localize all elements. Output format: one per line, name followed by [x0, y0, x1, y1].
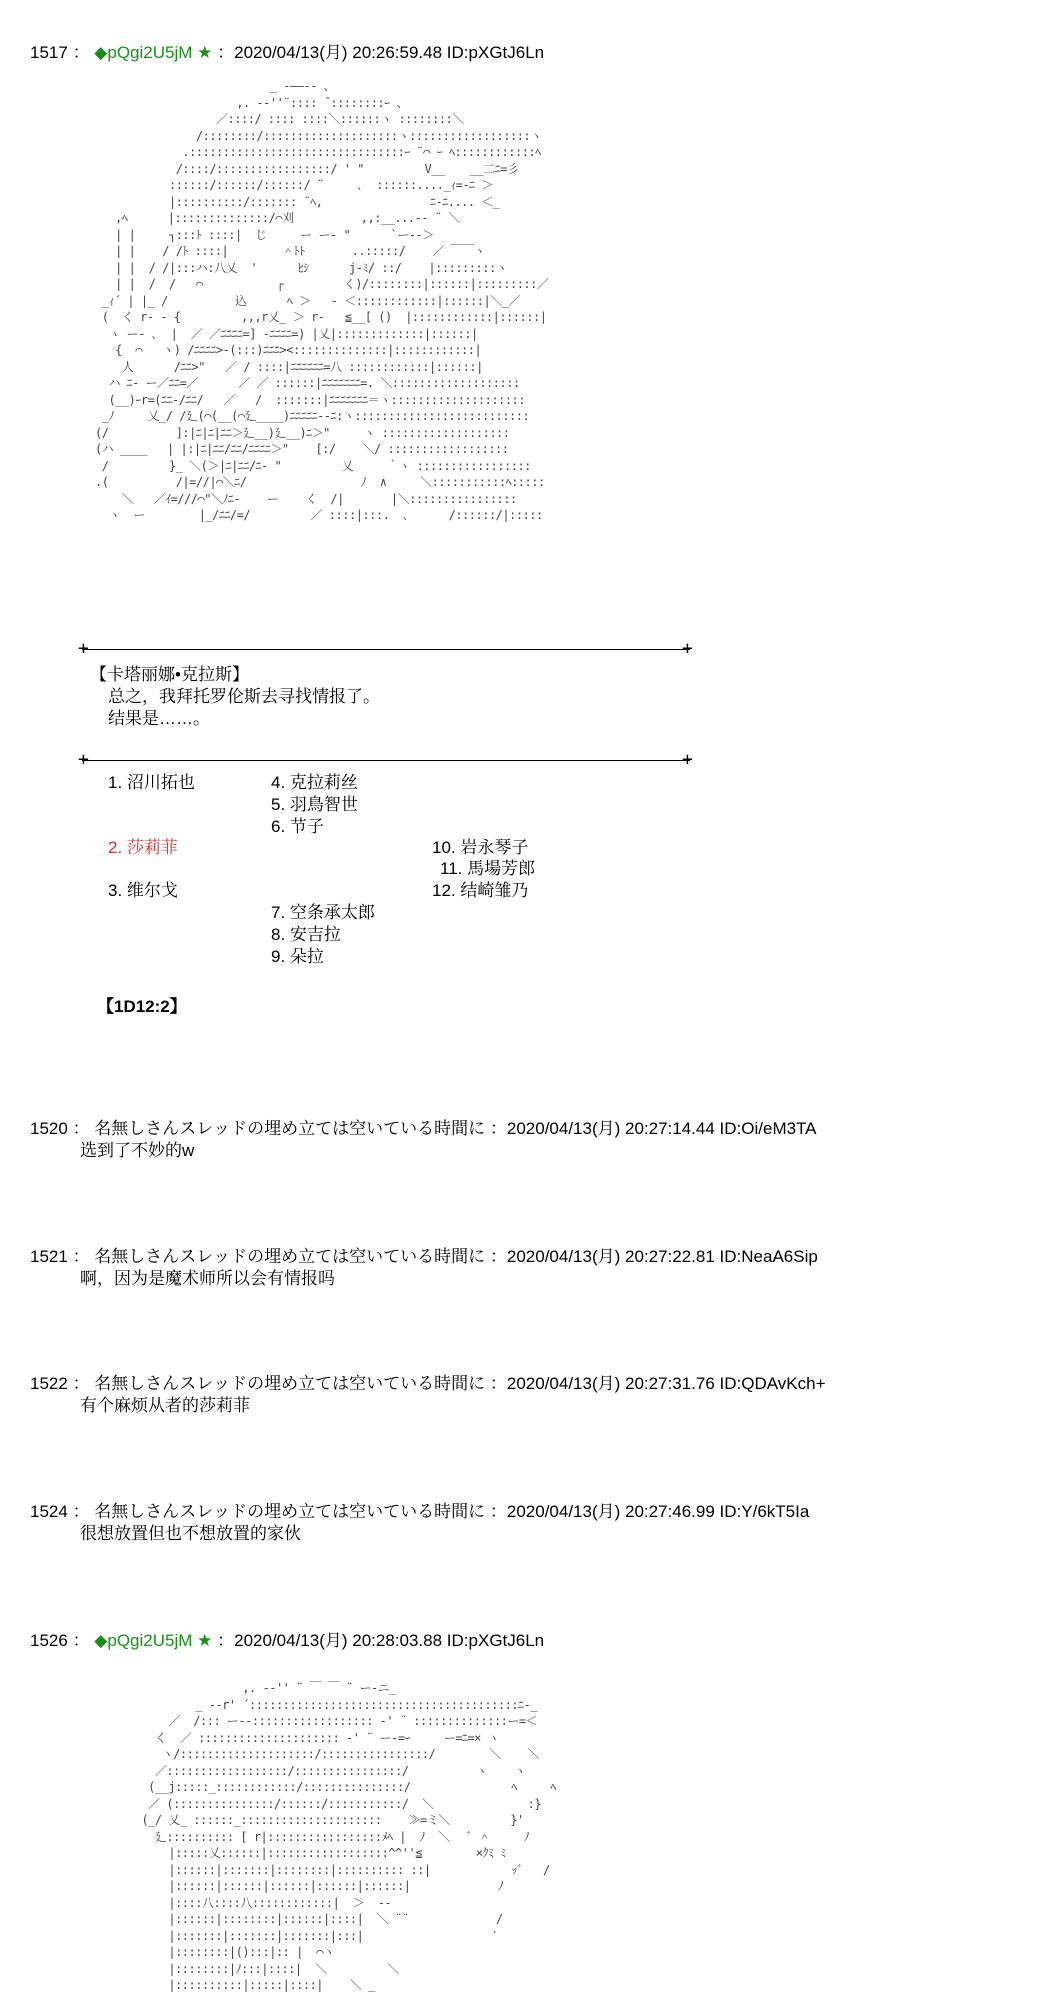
post-header: 1517 ： ◆pQgi2U5jM ★ ：2020/04/13(月) 20:26:59.48 ID:pXGtJ6Ln [30, 43, 545, 62]
speaker-name: 【卡塔丽娜•克拉斯】 [90, 665, 249, 684]
dice-result: 【1D12:2】 [97, 997, 187, 1016]
post-number[interactable]: 1521 [30, 1247, 68, 1266]
post-1521 [30, 1246, 1010, 1290]
post-number[interactable]: 1522 [30, 1374, 68, 1393]
post-body: 有个麻烦从者的莎莉菲 [80, 1396, 250, 1415]
post-header: 1522 ： 名無しさんスレッドの埋め立ては空いている時間に ：2020/04/13(月) 20:27:31.76 ID:QDAvKch+ [30, 1374, 826, 1393]
post-body: 啊，因为是魔术师所以会有情报吗 [80, 1269, 335, 1288]
poster-name: 名無しさんスレッドの埋め立ては空いている時間に [94, 1119, 486, 1138]
choice-item: 4. 克拉莉丝 [271, 773, 358, 792]
post-header: 1521 ： 名無しさんスレッドの埋め立ては空いている時間に ：2020/04/13(月) 20:27:22.81 ID:NeaA6Sip [30, 1247, 818, 1266]
post-datetime: ：2020/04/13(月) 20:27:31.76 [489, 1374, 715, 1393]
poster-name: 名無しさんスレッドの埋め立ては空いている時間に [94, 1374, 486, 1393]
post-1524 [30, 1501, 1010, 1545]
star-icon: ★ [197, 43, 213, 62]
choice-item: 5. 羽鳥智世 [271, 795, 358, 814]
post-number[interactable]: 1520 [30, 1119, 68, 1138]
post-header: 1520 ： 名無しさんスレッドの埋め立ては空いている時間に ：2020/04/13(月) 20:27:14.44 ID:Oi/eM3TA [30, 1119, 817, 1138]
post-header: 1524 ： 名無しさんスレッドの埋め立ては空いている時間に ：2020/04/13(月) 20:27:46.99 ID:Y/6kT5Ia [30, 1502, 810, 1521]
frame-bottom-rule [82, 760, 690, 761]
frame-corner: + [682, 749, 693, 770]
ascii-art-character-2: ,. -‐'' ¨ ￣ ￣ ¨ ー-ニ_ _ -‐r' ´::::::::::::::::::::::::::::::::::::::::ﾆ-_ ／ /::: ー--:::::::::::::::::: ‐' ¨ ::::::::::::::ー=＜ く ／ ::::::::::::::::::::: ‐' ¨ ー-=ｰ ー=ﾆ=× ヽ ヽ/::::::::::::::::::::/::::::::::::::::/ ＼ ＼ ／::::::::::::::::::/::::::::::::::::/ ヽ ヽ (__j:::::_::::::::::::/:::::::::::::::/ ﾍ ﾍ ／ (:::::::::::::::/::::::/:::::::::::/ ＼ :} (_/ 乂_ ::::::_::::::::::::::::::::: ≫=ミ＼ }' 廴:::::::::: [ r|:::::::::::::::::ﾒﾍ | ﾉ ＼ ﾞ ＾ ﾉ |:::::乂::::::|::::::::::::::::::^^''≦ ×ｸﾐ ﾐ |::::::|:::::::|::::::::|:::::::::: ::| ｯﾞ / |::::::|::::::|::::::|::::::|::::::| ﾉ |::::八::::八::::::::::::| ＞ ‐‐ |::::::|::::::::|::::::|::::| ＼ ¨¨ / |:::::::|:::::::|:::::::|:::| ′ |::::::::|():::|:: | ⌒ヽ |::::::::|ﾉ:::|::::| ＼ ＼ |::::::::::|:::::|::::| ＼ _ [141, 1681, 556, 1992]
choice-item-selected: 2. 莎莉菲 [108, 838, 178, 857]
post-number[interactable]: 1526 [30, 1631, 68, 1650]
choice-item: 6. 节子 [271, 817, 324, 836]
choice-item: 10. 岩永琴子 [432, 838, 529, 857]
poster-name: 名無しさんスレッドの埋め立ては空いている時間に [94, 1247, 486, 1266]
choice-item: 1. 沼川拓也 [108, 773, 195, 792]
choice-item: 3. 维尔戈 [108, 881, 178, 900]
post-datetime: ：2020/04/13(月) 20:27:46.99 [489, 1502, 715, 1521]
post-datetime: ：2020/04/13(月) 20:27:22.81 [489, 1247, 715, 1266]
post-id[interactable]: ID:pXGtJ6Ln [446, 43, 545, 62]
post-body: 选到了不妙的w [80, 1141, 195, 1160]
post-number[interactable]: 1524 [30, 1502, 68, 1521]
post-datetime: ：2020/04/13(月) 20:27:14.44 [489, 1119, 715, 1138]
post-id[interactable]: ID:pXGtJ6Ln [446, 1631, 545, 1650]
post-id[interactable]: ID:Y/6kT5Ia [719, 1502, 810, 1521]
post-id[interactable]: ID:QDAvKch+ [719, 1374, 826, 1393]
poster-name: 名無しさんスレッドの埋め立ては空いている時間に [94, 1502, 486, 1521]
post-1526 [30, 1630, 1010, 1652]
speech-block [90, 664, 380, 730]
frame-corner: + [78, 749, 89, 770]
post-datetime: ：2020/04/13(月) 20:28:03.88 [217, 1631, 443, 1650]
choice-item: 11. 馬場芳郎 [440, 859, 536, 878]
trip-code: ◆pQgi2U5jM [94, 1631, 193, 1650]
choice-item: 8. 安吉拉 [271, 925, 341, 944]
choice-item: 7. 空条承太郎 [271, 903, 375, 922]
post-header: 1526 ： ◆pQgi2U5jM ★ ：2020/04/13(月) 20:28:03.88 ID:pXGtJ6Ln [30, 1631, 545, 1650]
post-1522 [30, 1373, 1010, 1417]
post-1520 [30, 1118, 1010, 1162]
post-number[interactable]: 1517 [30, 43, 68, 62]
trip-code: ◆pQgi2U5jM [94, 43, 193, 62]
choice-item: 12. 结崎雏乃 [432, 881, 529, 900]
post-id[interactable]: ID:NeaA6Sip [719, 1247, 818, 1266]
star-icon: ★ [197, 1631, 213, 1650]
post-id[interactable]: ID:Oi/eM3TA [719, 1119, 817, 1138]
post-datetime: ：2020/04/13(月) 20:26:59.48 [217, 43, 443, 62]
frame-corner: + [78, 638, 89, 659]
speech-line: 总之，我拜托罗伦斯去寻找情报了。 [108, 687, 380, 706]
choice-item: 9. 朵拉 [271, 947, 324, 966]
ascii-art-character-1: _ -――‐- 、 ,. -‐''¨:::: ̄ ::::::::ｰ 、 ／::::/ :::: ::::＼::::::ヽ ::::::::＼ /::::::::/::::::::::::::::::::ヽ::::::::::::::::::ヽ .::::::::::::::::::::::::::::::::ｰ ¨⌒ ｰ ﾍ::::::::::::ﾍ /::::/:::::::::::::::::/ ' " V__ __二ﾆ=彡 ::::::/::::::/::::::/ ¨ ､ ::::::...._ｨ=‐ﾆ ＞ |::::::::::/::::::: ¨ﾍ, ﾆ-ﾆ.... ＜_ ,ﾍ |::::::::::::::/⌒刈 ,,:__...-‐ ¨ ＼ | | ┐:::ﾄ ::::| じ ー ー‐ " `ー-‐＞ | | / /ﾄ ::::| ＾ﾄﾄ ..:::::/ ／ ￣￣ヽ | | / /|:::ハ:八乂 ' ﾋｼ j-ﾐ/ ::/ |:::::::::ヽ | | / / ⌒ ┌ く)/::::::::|::::::|:::::::::／ _ｨ´ | |_ / 込 ﾍ ＞ ‐ ＜::::::::::::|::::::|＼_／ ( く r‐ - { ,,,r乂_ ＞ r‐ ≦__[ () |::::::::::::|::::::| ヽ ー- ､ | ／ ／ﾆﾆﾆﾆ=] -ﾆﾆﾆﾆ=) |乂|:::::::::::::|::::::| { ⌒ ヽ) /ﾆﾆﾆﾆ>-(:::)ﾆﾆﾆ><::::::::::::::|::::::::::::| 人 /ﾆﾆ>" ／ / ::::|ﾆﾆﾆﾆﾆﾆ=八 ::::::::::::|::::::| ハ ﾆ- ー／ﾆﾆ=／ ／ ／ ::::::|ﾆﾆﾆﾆﾆﾆﾆ=. ＼::::::::::::::::::: (__)ｰr=(ﾆﾆ-/ﾆﾆ/ ／ / :::::::|ﾆﾆﾆﾆﾆﾆﾆ＝ヽ:::::::::::::::::::: _ﾉ 乂_/ /廴(⌒(__(⌒廴____)ﾆﾆﾆﾆﾆ-‐ﾆ:ヽ:::::::::::::::::::::::::: (/ ]:|ﾆ|ﾆ|ﾆﾆ＞廴__)廴__)ﾆ＞" ヽ ::::::::::::::::::: (ハ ____ | |:|ﾆ|ﾆﾆ/ﾆﾆ/ﾆﾆﾆﾆ＞" [:/ ＼/ :::::::::::::::::: / }_ ＼(＞|ﾆ|ﾆﾆ/ﾆ‐ " 乂 ｀ヽ ::::::::::::::::: .( /|=//|⌒＼ﾆ/ ﾉ ∧ ＼:::::::::::ﾍ::::: ＼ ／ｲ=///⌒"＼ﾉﾆ- ー く /| |＼:::::::::::::::: ヽ ー |_/ﾆﾆ/=/ ／ ::::|:::. ､ /::::::/|::::: [95, 79, 549, 522]
post-1517 [30, 42, 1010, 64]
post-body: 很想放置但也不想放置的家伙 [80, 1524, 301, 1543]
frame-corner: + [682, 638, 693, 659]
frame-top-rule [82, 649, 690, 650]
speech-line: 结果是……。 [108, 709, 210, 728]
